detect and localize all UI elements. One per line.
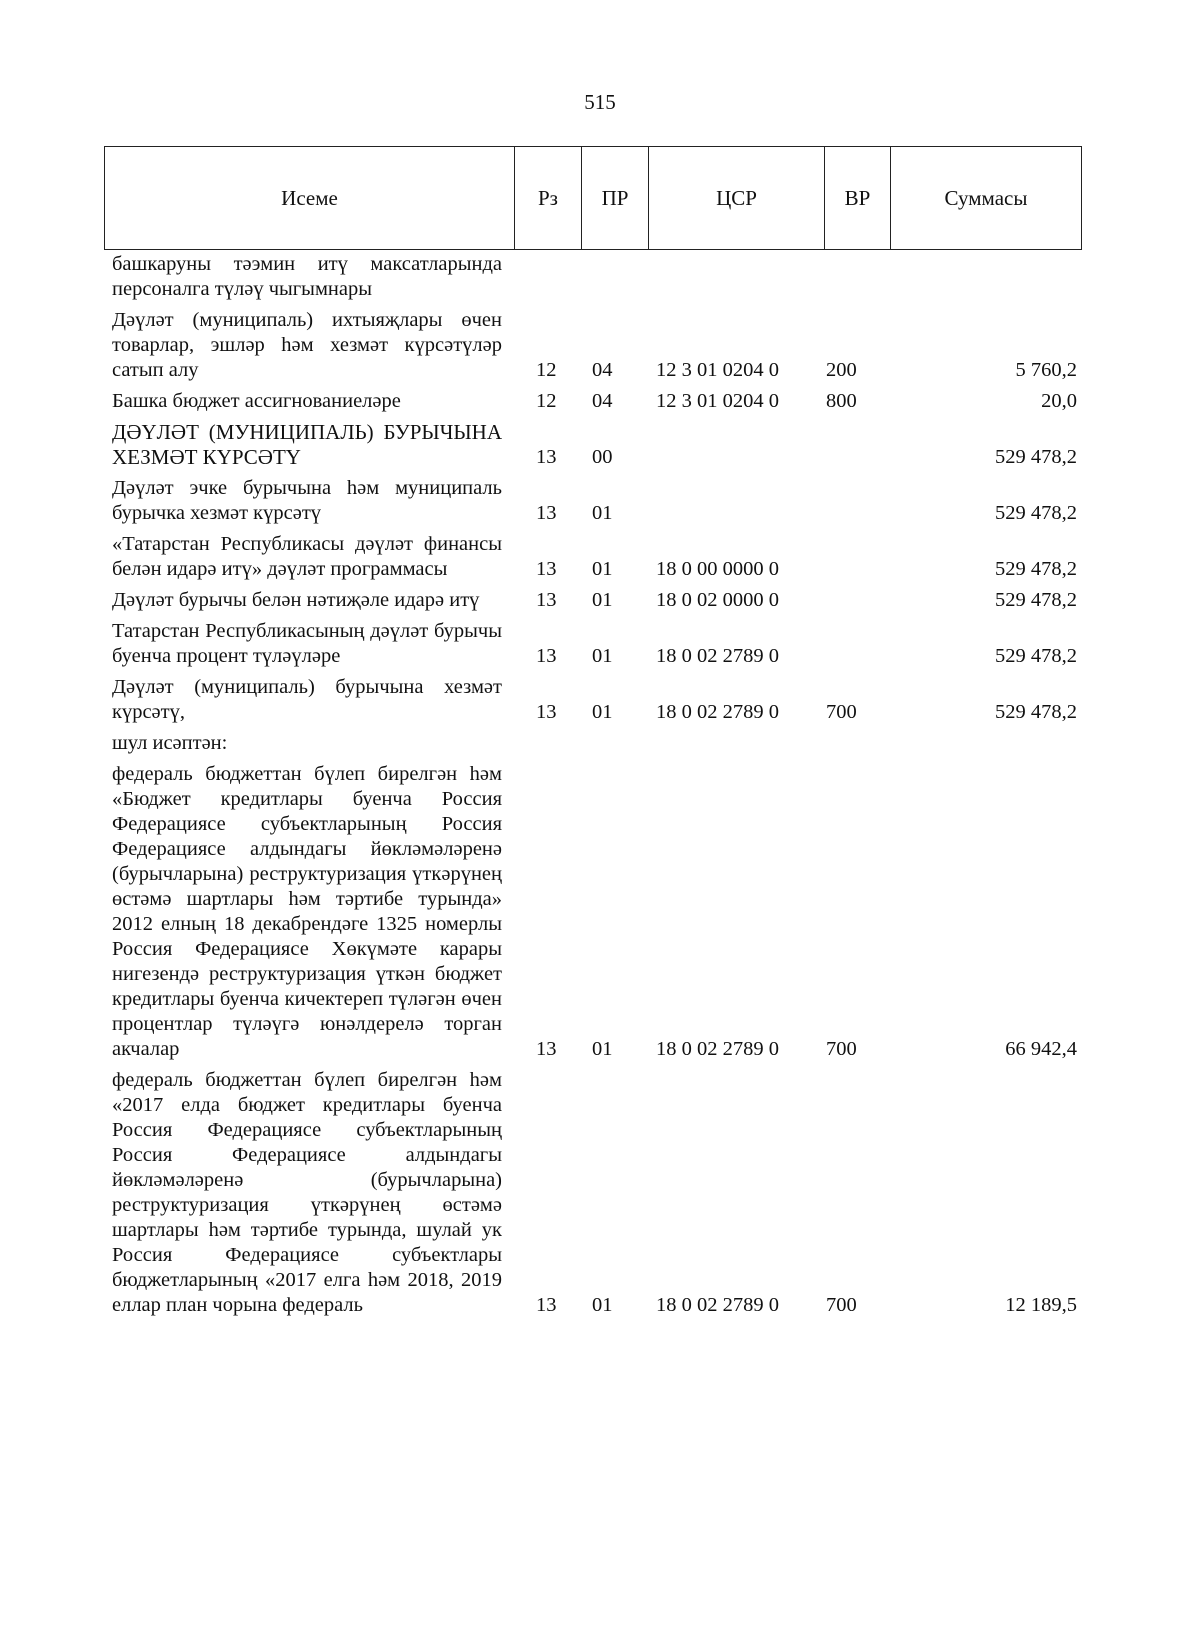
row-pr: 01 xyxy=(592,1294,613,1316)
header-sum: Суммасы xyxy=(944,185,1028,210)
row-rz: 12 xyxy=(536,390,557,412)
row-csr: 18 0 02 0000 0 xyxy=(656,589,779,611)
row-pr: 00 xyxy=(592,446,613,468)
row-sum: 66 942,4 xyxy=(1005,1038,1077,1060)
row-sum: 529 478,2 xyxy=(995,589,1077,611)
row-name: Дәүләт (муниципаль) бурычына хезмәт күрсәтү, xyxy=(112,676,502,723)
row-csr: 18 0 02 2789 0 xyxy=(656,645,779,667)
row-vr: 200 xyxy=(826,359,857,381)
row-name: Дәүләт бурычы белән нәтиҗәле идарә итү xyxy=(112,589,480,611)
table-row xyxy=(112,588,1077,613)
row-pr: 01 xyxy=(592,701,613,723)
row-rz: 13 xyxy=(536,1294,557,1316)
table-row xyxy=(112,762,1077,1062)
row-csr: 12 3 01 0204 0 xyxy=(656,390,779,412)
row-csr: 18 0 00 0000 0 xyxy=(656,558,779,580)
row-name: федераль бюджеттан бүлеп бирелгән һәм «Бюджет кредитлары буенча Россия Федерациясе субъектларының Россия Федерациясе алдындагы йөкләмәләренә (бурычларына) реструктуризация үткәрүнең өстәмә шартлары һәм тәртибе турында» 2012 елның 18 декабрендәге 1325 номерлы Россия Федерациясе Хөкүмәте карары нигезендә реструктуризация үткән бюджет кредитлары буенча кичектереп түләгән өчен процентлар түләүгә юнәлдерелә торган акчалар xyxy=(112,763,502,1060)
row-rz: 13 xyxy=(536,1038,557,1060)
row-csr: 18 0 02 2789 0 xyxy=(656,1294,779,1316)
table-row xyxy=(112,308,1077,383)
row-rz: 13 xyxy=(536,502,557,524)
table-row xyxy=(112,532,1077,582)
table-row xyxy=(112,252,1077,302)
row-rz: 13 xyxy=(536,589,557,611)
row-rz: 12 xyxy=(536,359,557,381)
table-row xyxy=(112,675,1077,725)
row-pr: 01 xyxy=(592,1038,613,1060)
row-csr: 18 0 02 2789 0 xyxy=(656,1038,779,1060)
row-pr: 01 xyxy=(592,502,613,524)
table-header xyxy=(104,146,1082,250)
header-pr: ПР xyxy=(582,147,649,249)
row-name: Дәүләт (муниципаль) ихтыяҗлары өчен товарлар, эшләр һәм хезмәт күрсәтүләр сатып алу xyxy=(112,309,502,381)
row-pr: 01 xyxy=(592,645,613,667)
table-row xyxy=(112,389,1077,414)
row-pr: 01 xyxy=(592,558,613,580)
row-sum: 20,0 xyxy=(1041,390,1077,412)
table-body xyxy=(112,252,1077,1324)
row-rz: 13 xyxy=(536,645,557,667)
row-sum: 529 478,2 xyxy=(995,558,1077,580)
row-pr: 04 xyxy=(592,390,613,412)
row-vr: 700 xyxy=(826,701,857,723)
header-vr: ВР xyxy=(825,147,891,249)
table-row xyxy=(112,420,1077,470)
row-name: ДӘҮЛӘТ (МУНИЦИПАЛЬ) БУРЫЧЫНА ХЕЗМӘТ КҮРСӘТҮ xyxy=(112,420,502,469)
row-vr: 700 xyxy=(826,1038,857,1060)
row-sum: 529 478,2 xyxy=(995,701,1077,723)
header-rz: Рз xyxy=(515,147,582,249)
row-name: башкаруны тәэмин итү максатларында персоналга түләү чыгымнары xyxy=(112,253,502,300)
row-csr: 12 3 01 0204 0 xyxy=(656,359,779,381)
header-name: Исеме xyxy=(105,147,515,249)
table-row xyxy=(112,1068,1077,1318)
row-name: «Татарстан Республикасы дәүләт финансы белән идарә итү» дәүләт программасы xyxy=(112,533,502,580)
row-vr: 700 xyxy=(826,1294,857,1316)
row-rz: 13 xyxy=(536,701,557,723)
table-row xyxy=(112,731,1077,756)
table-row xyxy=(112,619,1077,669)
row-rz: 13 xyxy=(536,446,557,468)
row-name: Башка бюджет ассигнованиеләре xyxy=(112,390,401,412)
row-name: шул исәптән: xyxy=(112,732,228,754)
row-sum: 529 478,2 xyxy=(995,446,1077,468)
row-sum: 12 189,5 xyxy=(1005,1294,1077,1316)
row-vr: 800 xyxy=(826,390,857,412)
row-pr: 01 xyxy=(592,589,613,611)
row-name: федераль бюджеттан бүлеп бирелгән һәм «2017 елда бюджет кредитлары буенча Россия Федерациясе субъектларының Россия Федерациясе алдындагы йөкләмәләренә (бурычларына) реструктуризация үткәрүнең өстәмә шартлары һәм тәртибе турында, шулай ук Россия Федерациясе субъектлары бюджетларының «2017 елга һәм 2018, 2019 еллар план чорына федераль xyxy=(112,1069,502,1316)
header-csr: ЦСР xyxy=(649,147,825,249)
row-pr: 04 xyxy=(592,359,613,381)
row-name: Татарстан Республикасының дәүләт бурычы буенча процент түләүләре xyxy=(112,620,502,667)
row-rz: 13 xyxy=(536,558,557,580)
row-name: Дәүләт эчке бурычына һәм муниципаль бурычка хезмәт күрсәтү xyxy=(112,477,502,524)
table-row xyxy=(112,476,1077,526)
row-csr: 18 0 02 2789 0 xyxy=(656,701,779,723)
row-sum: 529 478,2 xyxy=(995,645,1077,667)
row-sum: 529 478,2 xyxy=(995,502,1077,524)
row-sum: 5 760,2 xyxy=(1015,359,1077,381)
page-number: 515 xyxy=(584,90,616,114)
